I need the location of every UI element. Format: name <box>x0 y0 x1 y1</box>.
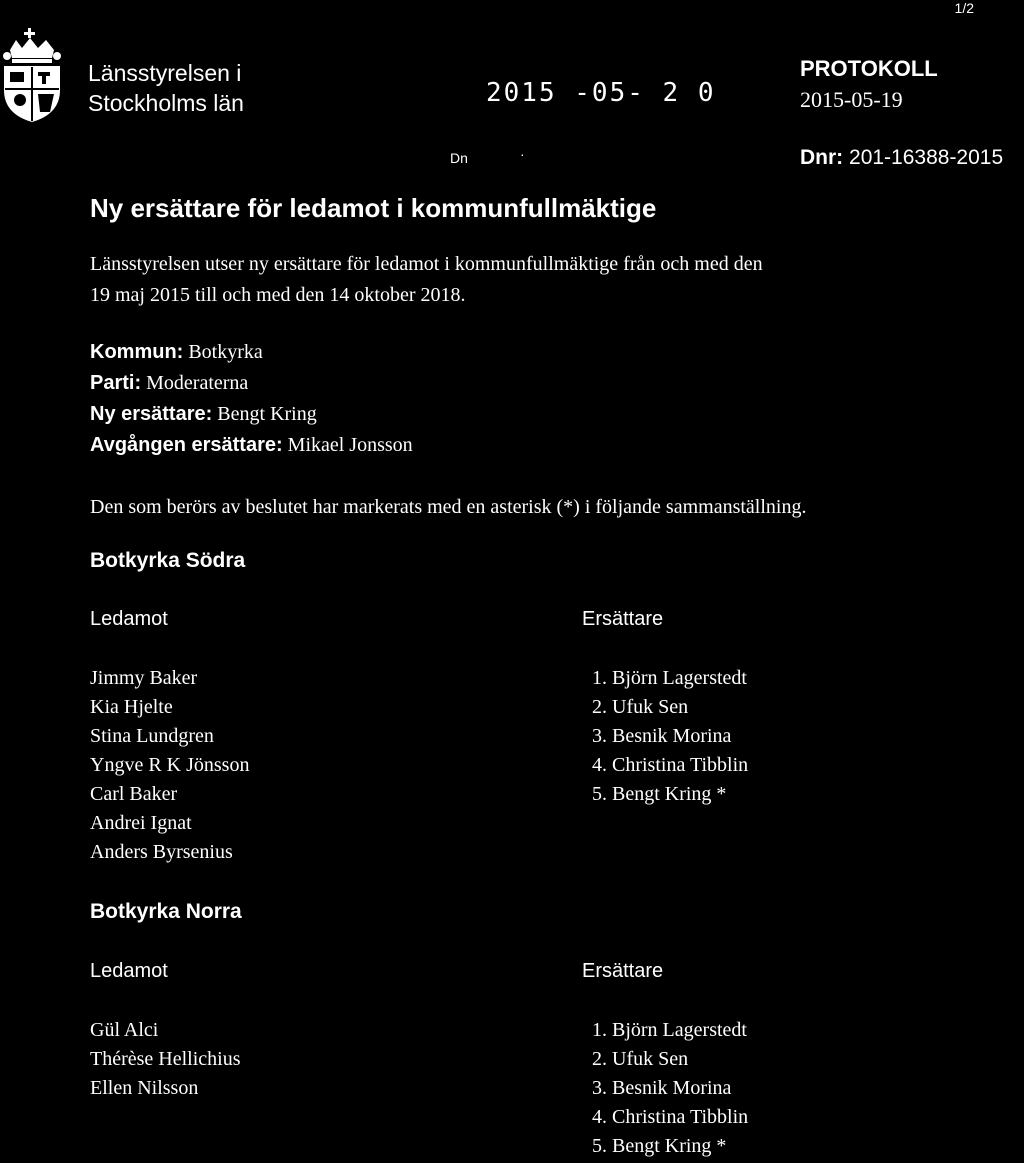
document-date: 2015-05-19 <box>800 87 903 112</box>
ledamot-list <box>90 664 249 867</box>
list-item: 3. Besnik Morina <box>592 1077 732 1099</box>
diary-number <box>800 146 1003 170</box>
received-date-stamp: 2015 -05- 2 0 <box>486 78 716 108</box>
list-item: 3. Besnik Morina <box>592 725 732 747</box>
diary-number-value: 201-16388-2015 <box>849 146 1004 169</box>
list-item: Andrei Ignat <box>90 812 192 834</box>
parti-value: Moderaterna <box>146 372 249 394</box>
intro-text-line2: 19 maj 2015 till och med den 14 oktober 2018. <box>90 284 466 306</box>
page-number: 1/2 <box>954 0 974 16</box>
list-item: 2. Ufuk Sen <box>592 696 689 718</box>
dn-stamp-dot: · <box>520 146 525 162</box>
agency-name-line2: Stockholms län <box>88 90 244 116</box>
new-substitute-field <box>90 403 317 426</box>
dn-stamp: Dn <box>450 150 468 166</box>
list-item: Yngve R K Jönsson <box>90 754 250 776</box>
list-item: Jimmy Baker <box>90 667 198 689</box>
agency-name-line1: Länsstyrelsen i <box>88 60 242 86</box>
list-item: 1. Björn Lagerstedt <box>592 667 747 689</box>
list-item: Thérèse Hellichius <box>90 1048 241 1070</box>
kommun-value: Botkyrka <box>188 341 263 363</box>
list-item: 1. Björn Lagerstedt <box>592 1019 747 1041</box>
asterisk-note: Den som berörs av beslutet har markerats med en asterisk (*) i följande sammanställning. <box>90 496 807 518</box>
list-item: 2. Ufuk Sen <box>592 1048 689 1070</box>
list-item: Gül Alci <box>90 1019 159 1041</box>
list-item: Carl Baker <box>90 783 178 805</box>
departed-substitute-label: Avgången ersättare: <box>90 434 283 456</box>
ersattare-heading: Ersättare <box>582 608 664 630</box>
list-item: Anders Byrsenius <box>90 841 233 863</box>
new-substitute-value: Bengt Kring <box>217 403 317 425</box>
list-item: Stina Lundgren <box>90 725 214 747</box>
section-title-botkyrka-norra: Botkyrka Norra <box>90 900 242 923</box>
new-substitute-label: Ny ersättare: <box>90 403 213 425</box>
ledamot-heading: Ledamot <box>90 960 168 982</box>
kommun-field <box>90 341 263 364</box>
departed-substitute-field <box>90 434 413 457</box>
parti-field <box>90 372 248 395</box>
departed-substitute-value: Mikael Jonsson <box>287 434 413 456</box>
list-item: 5. Bengt Kring * <box>592 1135 727 1157</box>
parti-label: Parti: <box>90 372 142 394</box>
page-title: Ny ersättare för ledamot i kommunfullmäktige <box>90 193 657 223</box>
kommun-label: Kommun: <box>90 341 184 363</box>
ledamot-heading: Ledamot <box>90 608 168 630</box>
list-item: Kia Hjelte <box>90 696 173 718</box>
section-title-botkyrka-sodra: Botkyrka Södra <box>90 549 246 572</box>
ersattare-list <box>592 1016 748 1161</box>
list-item: 4. Christina Tibblin <box>592 1106 749 1128</box>
intro-text-line1: Länsstyrelsen utser ny ersättare för ledamot i kommunfullmäktige från och med den <box>90 253 763 275</box>
list-item: Ellen Nilsson <box>90 1077 199 1099</box>
list-item: 4. Christina Tibblin <box>592 754 749 776</box>
ersattare-heading: Ersättare <box>582 960 664 982</box>
document-type: PROTOKOLL <box>800 56 938 81</box>
ersattare-list <box>592 664 748 809</box>
list-item: 5. Bengt Kring * <box>592 783 727 805</box>
ledamot-list <box>90 1016 241 1103</box>
diary-number-label: Dnr: <box>800 146 844 169</box>
coat-of-arms-logo <box>0 28 64 124</box>
